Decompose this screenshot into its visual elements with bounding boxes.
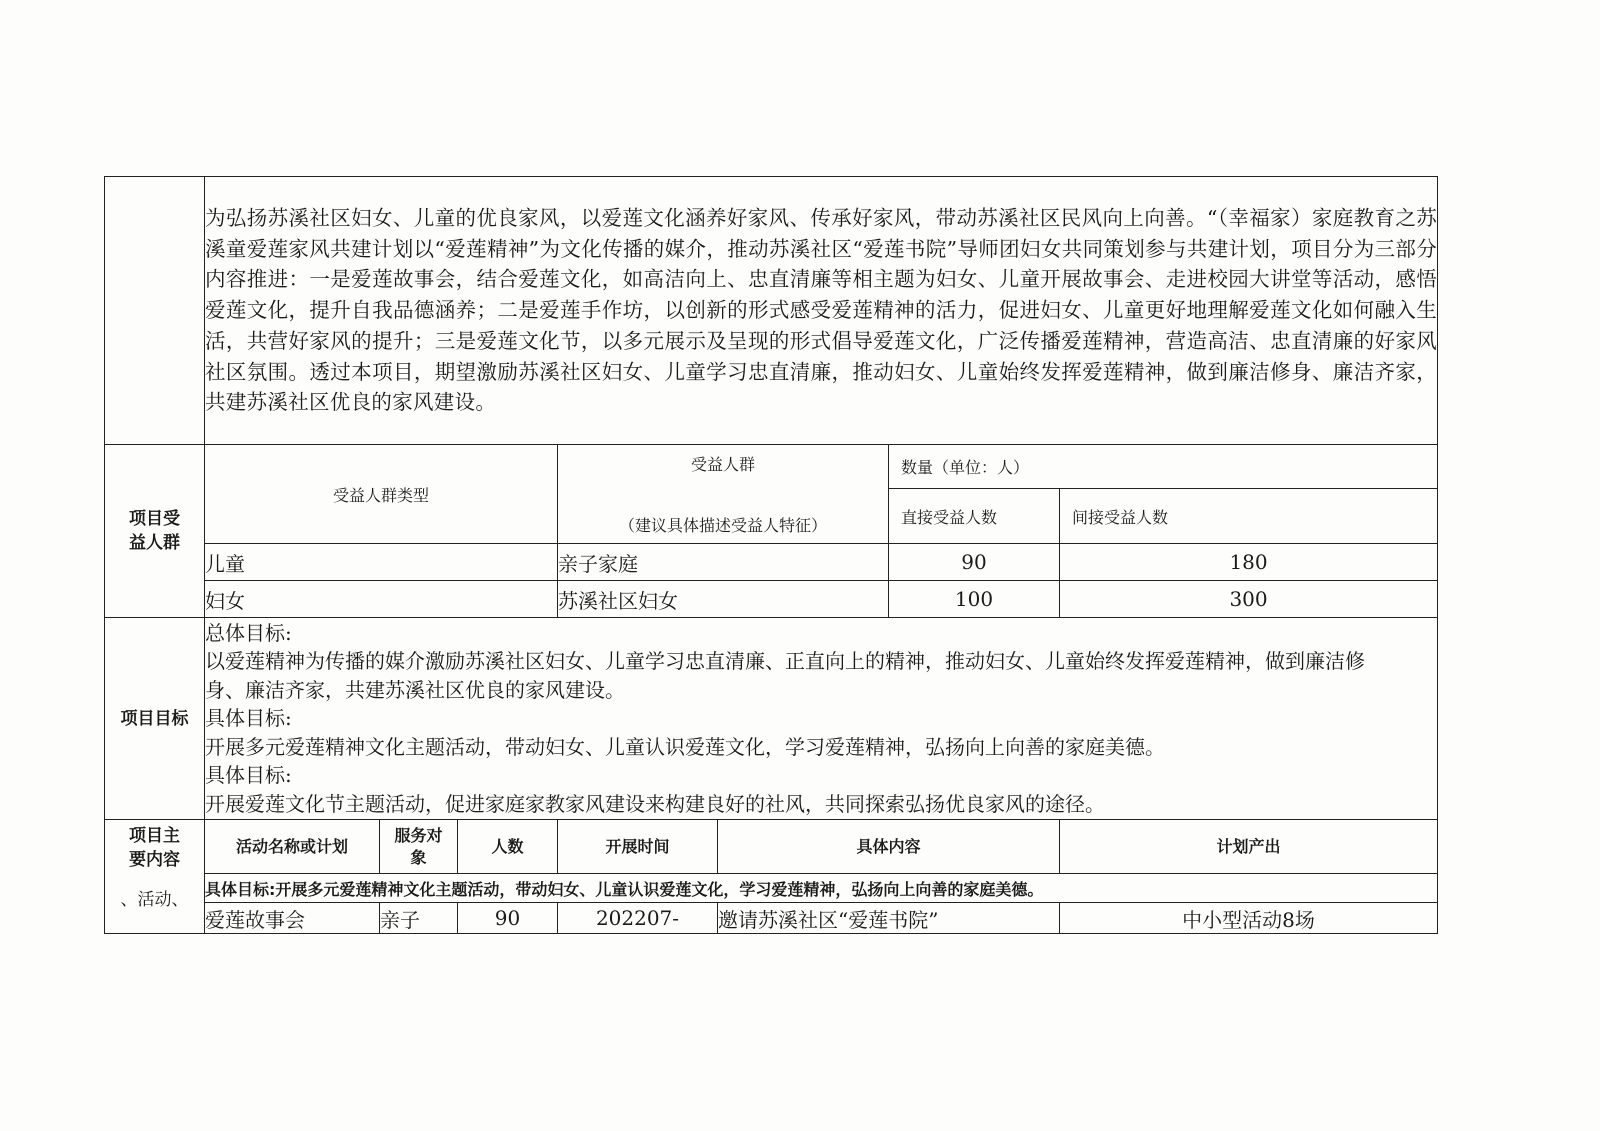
- specific-goal-text: 开展爱莲文化节主题活动，促进家庭家教家风建设来构建良好的社风，共同探索弘扬优良家风的途径。: [205, 791, 1105, 816]
- intro-row: [105, 177, 1438, 445]
- beneficiary-group-header: [558, 445, 889, 544]
- quantity-header: 数量（单位：人）: [889, 445, 1438, 489]
- activity-time-header: 开展时间: [558, 820, 718, 874]
- activity-time: 202207-: [558, 903, 718, 934]
- beneficiary-indirect: 180: [1060, 544, 1438, 581]
- beneficiary-group-note: （建议具体描述受益人特征）: [618, 516, 827, 535]
- activities-label-continued: 、活动、: [120, 890, 189, 910]
- activities-label: 项目主要内容 、活动、: [105, 820, 205, 934]
- beneficiary-row: [105, 544, 1438, 581]
- beneficiary-type: 儿童: [205, 544, 558, 581]
- beneficiary-row: [105, 581, 1438, 618]
- beneficiary-group: 亲子家庭: [558, 544, 889, 581]
- overall-goal-text: 以爱莲精神为传播的媒介激励苏溪社区妇女、儿童学习忠直清廉、正直向上的精神，推动妇女、儿童始终发挥爱莲精神，做到廉洁修身、廉洁齐家，共建苏溪社区优良的家风建设。: [205, 649, 1365, 702]
- activity-name: 爱莲故事会: [205, 903, 380, 934]
- activity-content-header: 具体内容: [718, 820, 1060, 874]
- specific-goal-title: 具体目标:: [205, 763, 292, 788]
- beneficiary-type-header: 受益人群类型: [205, 445, 558, 544]
- activities-header-row: [105, 820, 1438, 874]
- beneficiary-type: 妇女: [205, 581, 558, 618]
- activity-content: 邀请苏溪社区“爱莲书院”: [718, 903, 1060, 934]
- specific-goal-title: 具体目标:: [205, 706, 292, 731]
- activity-count: 90: [458, 903, 558, 934]
- activity-output-header: 计划产出: [1060, 820, 1438, 874]
- activity-count-header: 人数: [458, 820, 558, 874]
- specific-goal-text: 开展多元爱莲精神文化主题活动，带动妇女、儿童认识爱莲文化，学习爱莲精神，弘扬向上向善的家庭美德。: [205, 734, 1165, 759]
- beneficiaries-label: 项目受益人群: [105, 445, 205, 618]
- activity-output: 中小型活动8场: [1060, 903, 1438, 934]
- activity-name-header: 活动名称或计划: [205, 820, 380, 874]
- beneficiary-group-title: 受益人群: [690, 455, 755, 474]
- activity-goal-text: 具体目标:开展多元爱莲精神文化主题活动，带动妇女、儿童认识爱莲文化，学习爱莲精神，弘扬向上向善的家庭美德。: [205, 874, 1438, 903]
- beneficiaries-header-row: [105, 445, 1438, 489]
- beneficiary-group: 苏溪社区妇女: [558, 581, 889, 618]
- direct-count-header: 直接受益人数: [889, 489, 1060, 544]
- indirect-count-header: 间接受益人数: [1060, 489, 1438, 544]
- activity-target: 亲子: [380, 903, 458, 934]
- beneficiary-direct: 100: [889, 581, 1060, 618]
- goals-label: 项目目标: [105, 618, 205, 820]
- beneficiary-direct: 90: [889, 544, 1060, 581]
- beneficiary-indirect: 300: [1060, 581, 1438, 618]
- goals-content: [205, 618, 1438, 820]
- goals-row: [105, 618, 1438, 820]
- activity-target-header: 服务对象: [380, 820, 458, 874]
- activity-goal-row: [105, 874, 1438, 903]
- overall-goal-title: 总体目标:: [205, 620, 292, 645]
- intro-label-cell: [105, 177, 205, 445]
- project-form-table: [104, 176, 1438, 934]
- activity-row: [105, 903, 1438, 934]
- intro-paragraph: 为弘扬苏溪社区妇女、儿童的优良家风，以爱莲文化涵养好家风、传承好家风，带动苏溪社区民风向上向善。“（幸福家）家庭教育之苏溪童爱莲家风共建计划以“爱莲精神”为文化传播的媒介，推动苏溪社区“爱莲书院”导师团妇女共同策划参与共建计划，项目分为三部分内容推进：一是爱莲故事会，结合爱莲文化，如高洁向上、忠直清廉等相主题为妇女、儿童开展故事会、走进校园大讲堂等活动，感悟爱莲文化，提升自我品德涵养；二是爱莲手作坊，以创新的形式感受爱莲精神的活力，促进妇女、儿童更好地理解爱莲文化如何融入生活，共营好家风的提升；三是爱莲文化节，以多元展示及呈现的形式倡导爱莲文化，广泛传播爱莲精神，营造高洁、忠直清廉的好家风社区氛围。透过本项目，期望激励苏溪社区妇女、儿童学习忠直清廉，推动妇女、儿童始终发挥爱莲精神，做到廉洁修身、廉洁齐家，共建苏溪社区优良的家风建设。: [205, 177, 1438, 445]
